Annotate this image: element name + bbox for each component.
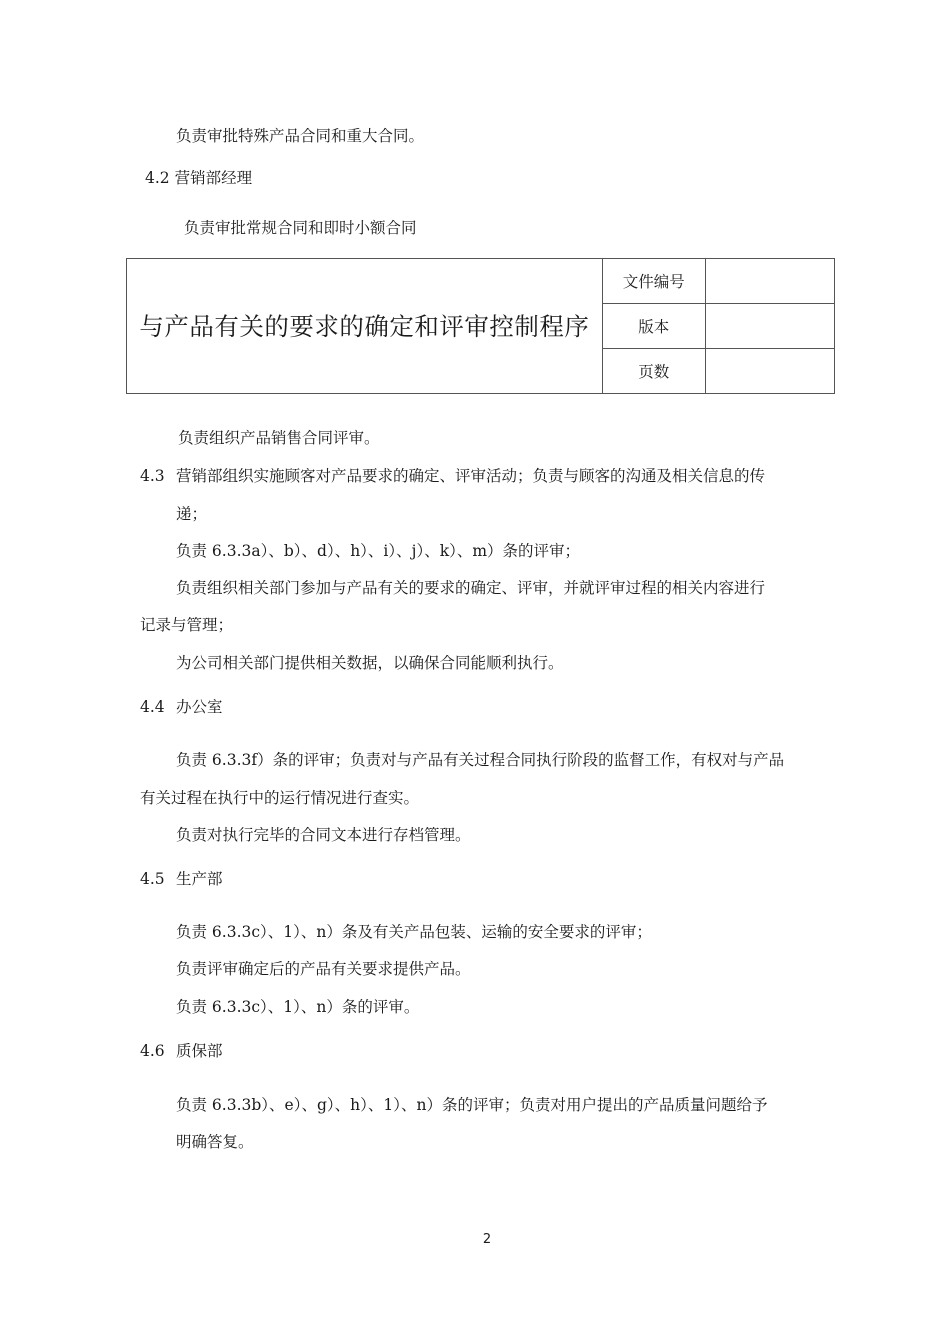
paragraph-line: 负责 6.3.3b）、e）、g）、h）、1）、n）条的评审；负责对用户提出的产品质量问题给予 (176, 1096, 768, 1114)
document-title: 与产品有关的要求的确定和评审控制程序 (127, 259, 603, 394)
section-heading-4-2: 4.2 营销部经理 (145, 169, 253, 187)
section-title: 办公室 (176, 698, 223, 716)
section-number: 4.6 (140, 1042, 165, 1060)
page-count-label: 页数 (602, 349, 705, 394)
paragraph-line: 负责 6.3.3f）条的评审；负责对与产品有关过程合同执行阶段的监督工作，有权对与产品 (176, 751, 785, 769)
paragraph: 负责审批特殊产品合同和重大合同。 (176, 127, 425, 145)
section-number: 4.4 (140, 698, 165, 716)
paragraph-line: 负责评审确定后的产品有关要求提供产品。 (176, 960, 471, 978)
paragraph: 负责组织产品销售合同评审。 (178, 429, 380, 447)
paragraph-line: 负责 6.3.3a）、b）、d）、h）、i）、j）、k）、m）条的评审； (176, 542, 581, 560)
doc-number-label: 文件编号 (602, 259, 705, 304)
doc-number-value (705, 259, 834, 304)
section-heading-4-4 (140, 697, 223, 717)
section-heading-4-5 (140, 869, 223, 889)
section-4-3-line (140, 466, 765, 486)
section-number: 4.5 (140, 870, 165, 888)
paragraph-line: 负责 6.3.3c）、1）、n）条及有关产品包装、运输的安全要求的评审； (176, 923, 652, 941)
section-title: 质保部 (176, 1042, 223, 1060)
document-header-table (126, 258, 835, 394)
section-text: 营销部组织实施顾客对产品要求的确定、评审活动；负责与顾客的沟通及相关信息的传 (176, 467, 766, 485)
paragraph-line: 递； (176, 505, 208, 523)
paragraph-line: 有关过程在执行中的运行情况进行查实。 (140, 789, 420, 807)
section-number: 4.3 (140, 467, 165, 485)
version-label: 版本 (602, 304, 705, 349)
page-number: 2 (482, 1232, 492, 1247)
paragraph-line: 负责组织相关部门参加与产品有关的要求的确定、评审，并就评审过程的相关内容进行 (176, 579, 766, 597)
version-value (705, 304, 834, 349)
paragraph-line: 负责 6.3.3c）、1）、n）条的评审。 (176, 998, 420, 1016)
section-title: 生产部 (176, 870, 223, 888)
paragraph-line: 明确答复。 (176, 1133, 254, 1151)
section-heading-4-6 (140, 1041, 223, 1061)
paragraph-line: 为公司相关部门提供相关数据，以确保合同能顺利执行。 (176, 654, 564, 672)
paragraph: 负责审批常规合同和即时小额合同 (184, 219, 417, 237)
page-count-value (705, 349, 834, 394)
paragraph-line: 记录与管理； (140, 616, 234, 634)
paragraph-line: 负责对执行完毕的合同文本进行存档管理。 (176, 826, 471, 844)
